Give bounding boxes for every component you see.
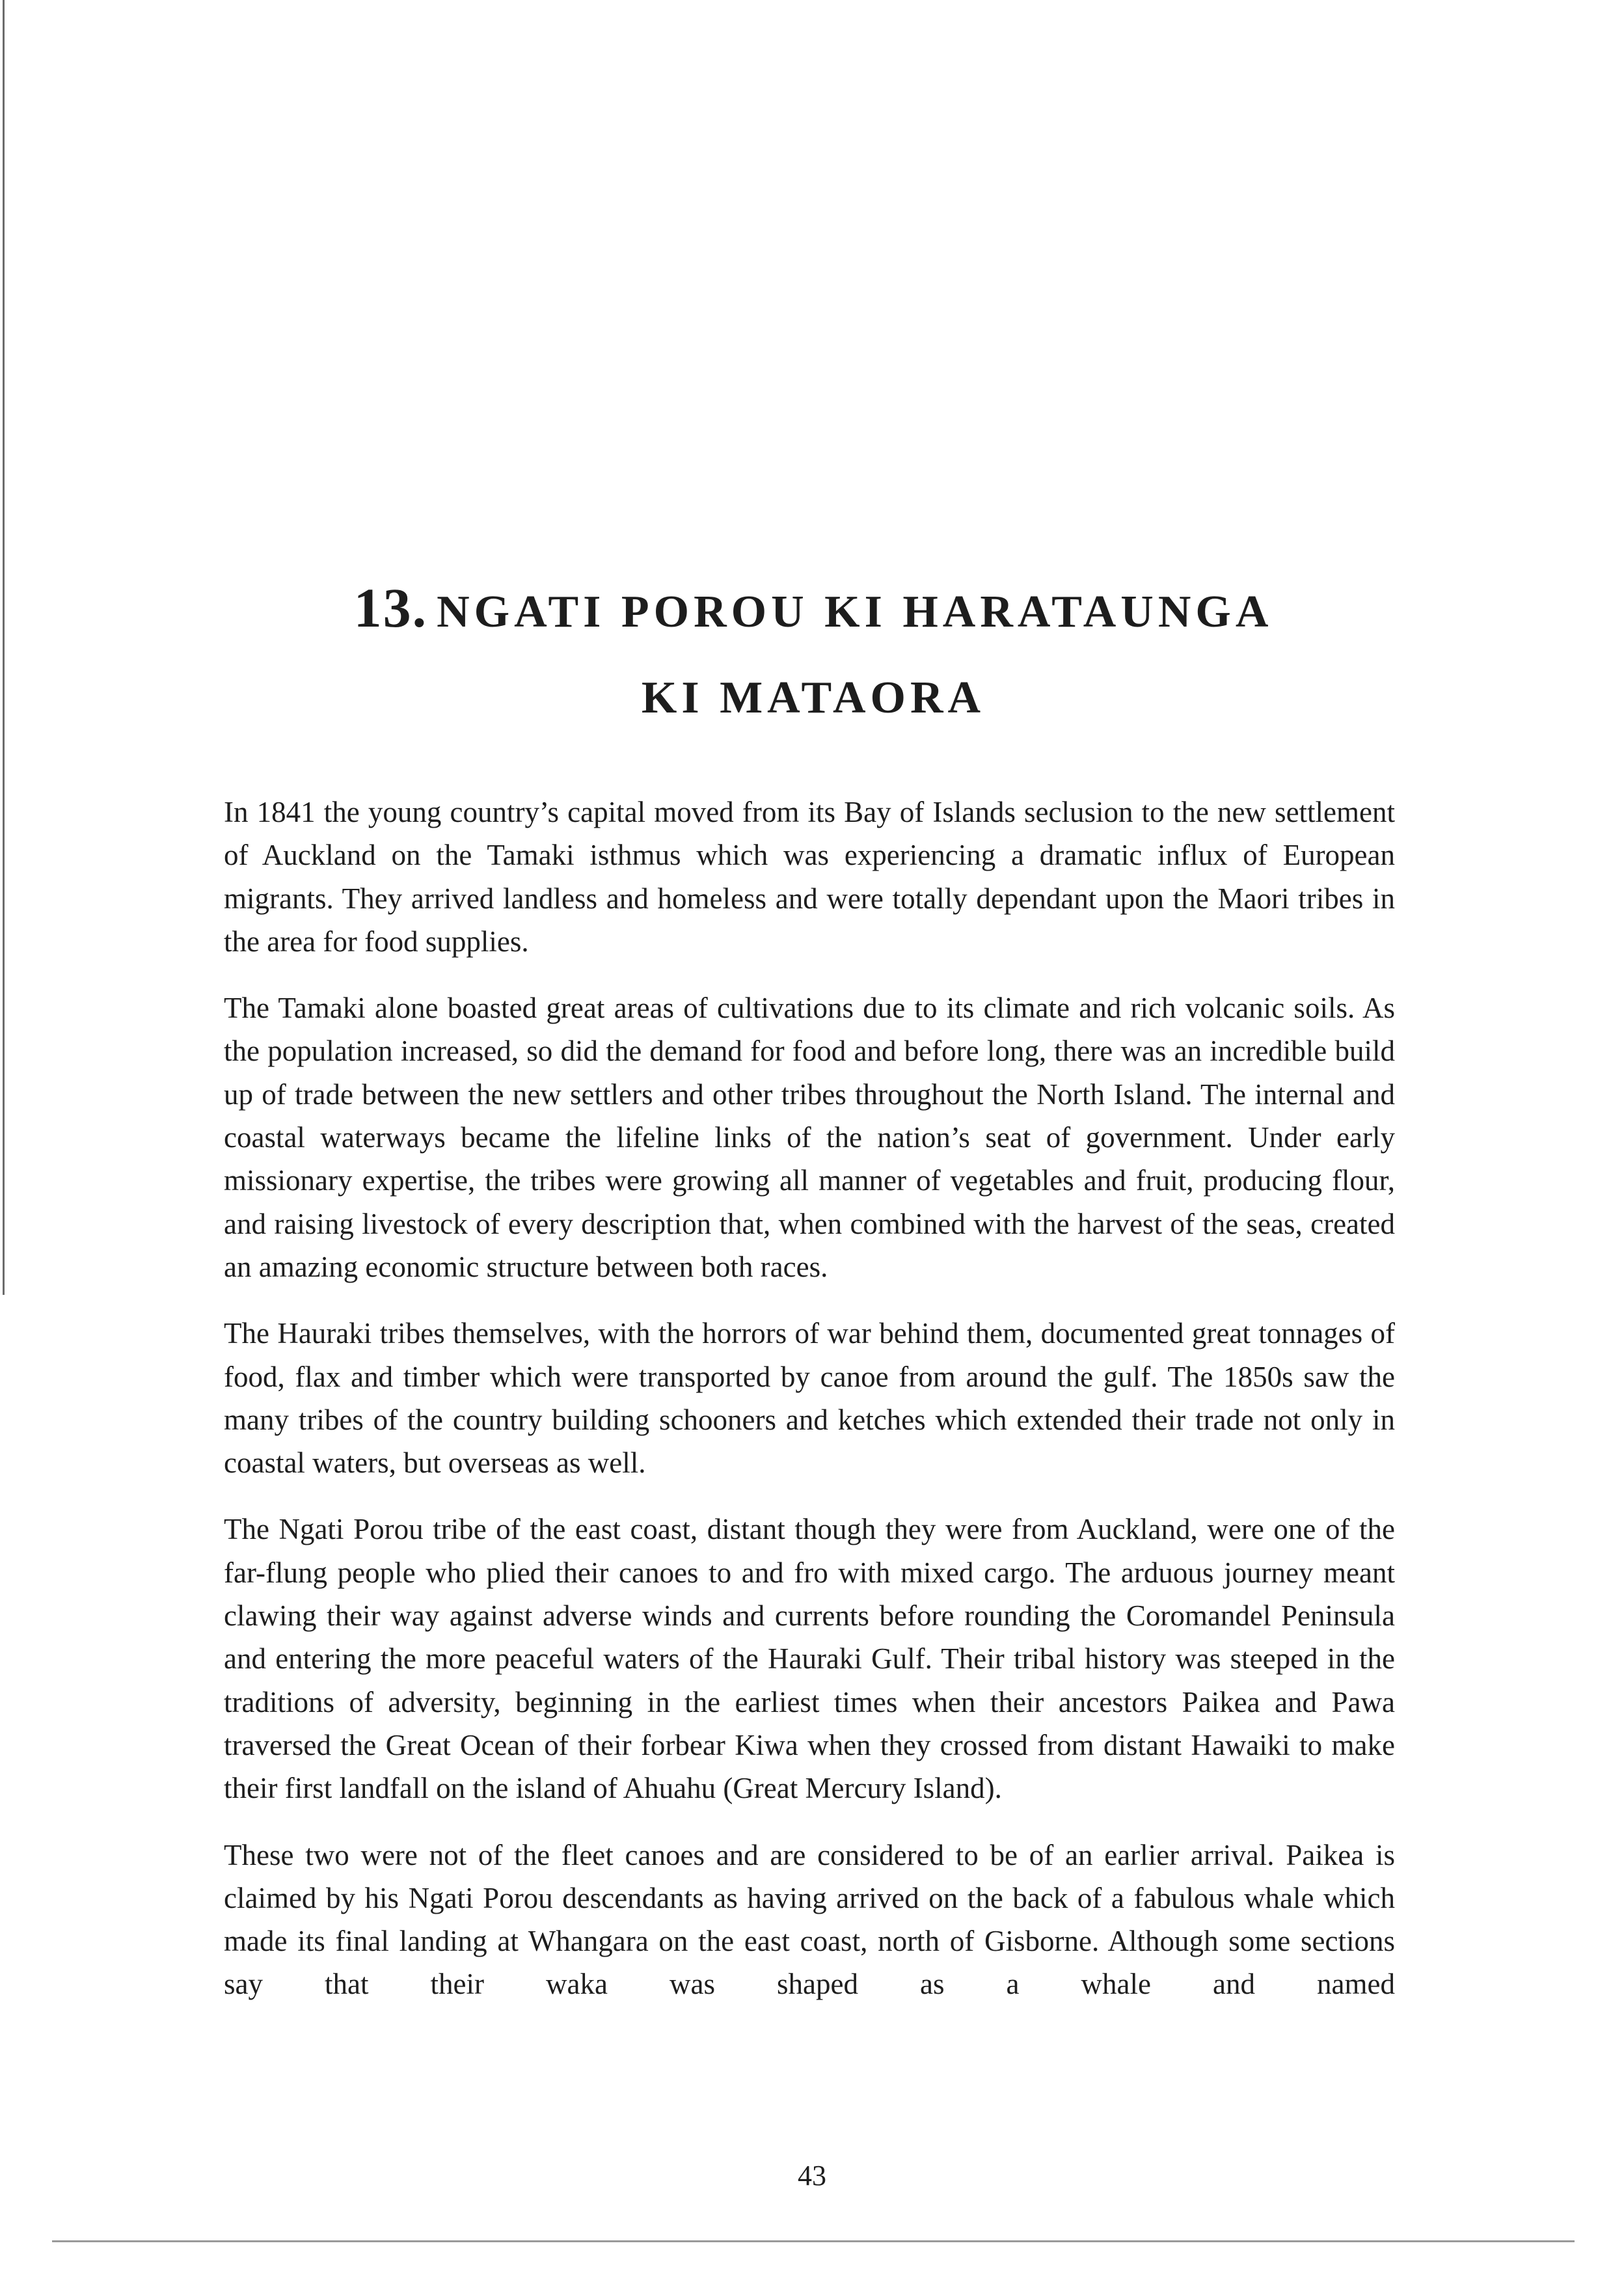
paragraph-4: The Ngati Porou tribe of the east coast, distant though they were from Auckland, were one of the far-flung people who plied their canoes to and fro with mixed cargo. The arduous journey meant clawing their way against adverse winds and currents before rounding the Coromandel Peninsula and entering the more peaceful waters of the Hauraki Gulf. Their tribal history was steeped in the traditions of adversity, beginning in the earliest times when their ancestors Paikea and Pawa traversed the Great Ocean of their forbear Kiwa when they crossed from distant Hawaiki to make their first landfall on the island of Ahuahu (Great Mercury Island). <box>224 1513 1395 1805</box>
page-number: 43 <box>798 2160 826 2192</box>
chapter-number: 13. <box>353 577 428 639</box>
chapter-heading <box>182 565 1444 741</box>
chapter-title-line-2: KI MATAORA <box>641 673 986 723</box>
paragraph-1: In 1841 the young country’s capital moved from its Bay of Islands seclusion to the new settlement of Auckland on the Tamaki isthmus which was experiencing a dramatic influx of European migrants. They arrived landless and homeless and were totally dependant upon the Maori tribes in the area for food supplies. <box>224 796 1395 958</box>
paragraph-5: These two were not of the fleet canoes and are considered to be of an earlier arrival. Paikea is claimed by his Ngati Porou descendants as having arrived on the back of a fabulous whale which made its final landing at Whangara on the east coast, north of Gisborne. Although some sections say that their waka was shaped as a whale and named <box>224 1838 1395 2001</box>
chapter-title-line-1: NGATI POROU KI HARATAUNGA <box>437 587 1273 637</box>
paragraph-3: The Hauraki tribes themselves, with the horrors of war behind them, documented great tonnages of food, flax and timber which were transported by canoe from around the gulf. The 1850s saw the many tribes of the country building schooners and ketches which extended their trade not only in coastal waters, but overseas as well. <box>224 1317 1395 1480</box>
page-edge-rule <box>3 0 5 1295</box>
paragraph-2: The Tamaki alone boasted great areas of cultivations due to its climate and rich volcanic soils. As the population increased, so did the demand for food and before long, there was an incredible build up of trade between the new settlers and other tribes throughout the North Island. The internal and coastal waterways became the lifeline links of the nation’s seat of government. Under early missionary expertise, the tribes were growing all manner of vegetables and fruit, producing flour, and raising livestock of every description that, when combined with the harvest of the seas, created an amazing economic structure between both races. <box>224 992 1395 1283</box>
page-bottom-rule <box>52 2240 1575 2242</box>
body-text <box>224 791 1395 2029</box>
